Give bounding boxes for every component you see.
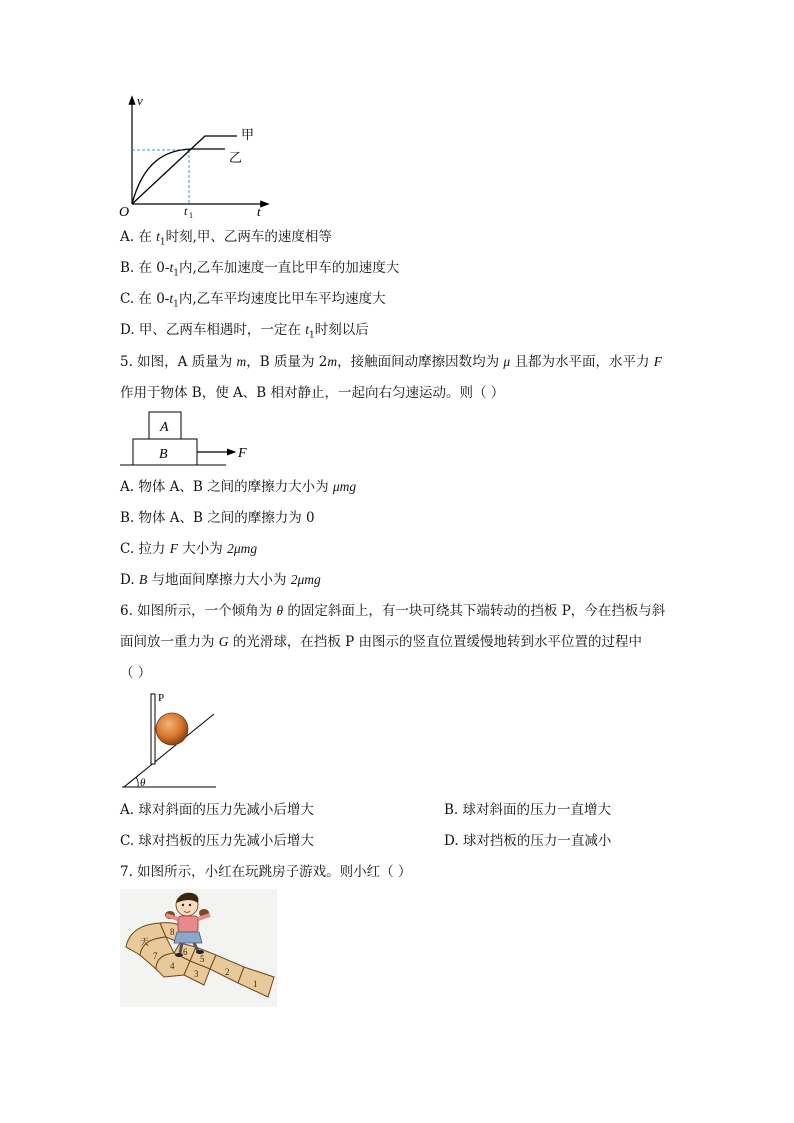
q6-stem-line3: （ ） — [120, 665, 152, 681]
yi-label: 乙 — [229, 150, 243, 165]
square-label-7: 7 — [153, 951, 158, 961]
block-b-label: B — [159, 447, 168, 462]
v-label: v — [137, 93, 143, 108]
block-a-label: A — [160, 420, 169, 435]
t1-sub: 1 — [189, 211, 193, 220]
q5-option-c: C. 拉力 F 大小为 2μmg — [120, 541, 258, 557]
t1-label: t — [184, 204, 188, 218]
q5-option-a: A. 物体 A、B 之间的摩擦力大小为 μmg — [120, 479, 357, 495]
square-label-6: 6 — [183, 947, 188, 957]
q6-option-b: B. 球对斜面的压力一直增大 — [444, 802, 612, 818]
square-label-5: 5 — [200, 954, 205, 964]
q5-option-b: B. 物体 A、B 之间的摩擦力为 0 — [120, 510, 315, 526]
q5-stem-line1: 5. 如图，A 质量为 m，B 质量为 2m，接触面间动摩擦因数均为 μ 且都为水平面，水平力 F — [120, 354, 663, 370]
blocks-figure — [118, 408, 258, 468]
incline-figure — [118, 688, 228, 792]
theta-label: θ — [140, 777, 146, 789]
q4-option-a: A. 在 $t_1$时刻,甲、乙两车的速度相等 — [120, 229, 332, 248]
square-label-tian: 天 — [140, 937, 150, 947]
t-label: t — [257, 204, 261, 219]
square-label-8: 8 — [170, 927, 175, 937]
q6-option-a: A. 球对斜面的压力先减小后增大 — [120, 802, 314, 818]
square-label-3: 3 — [194, 969, 199, 979]
q7-stem: 7. 如图所示，小红在玩跳房子游戏。则小红（ ） — [120, 864, 412, 880]
square-label-2: 2 — [225, 967, 230, 977]
yi-curve — [132, 149, 225, 204]
q6-option-c: C. 球对挡板的压力先减小后增大 — [120, 833, 314, 849]
q6-stem-line2: 面间放一重力为 G 的光滑球，在挡板 P 由图示的竖直位置缓慢地转到水平位置的过程中 — [120, 634, 643, 650]
origin-label: O — [119, 205, 130, 220]
ball — [156, 713, 188, 745]
q5-option-d: D. B 与地面间摩擦力大小为 2μmg — [120, 572, 321, 588]
q6-option-d: D. 球对挡板的压力一直减小 — [444, 833, 612, 849]
force-label: F — [238, 446, 247, 461]
square-label-1: 1 — [253, 979, 258, 989]
baffle-label: P — [158, 692, 165, 704]
vt-graph — [115, 92, 275, 222]
q6-stem-line1: 6. 如图所示，一个倾角为 θ 的固定斜面上，有一块可绕其下端转动的挡板 P，今在挡板与斜 — [120, 603, 666, 619]
baffle-p — [151, 694, 155, 764]
q4-option-c: C. 在 $0-t_1$内,乙车平均速度比甲车平均速度大 — [120, 291, 386, 310]
hopscotch-illustration — [120, 889, 277, 1007]
q4-option-b: B. 在 $0-t_1$内,乙车加速度一直比甲车的加速度大 — [120, 260, 400, 279]
q4-option-d: D. 甲、乙两车相遇时，一定在 $t_1$时刻以后 — [120, 322, 369, 341]
jia-label: 甲 — [241, 127, 255, 142]
q5-stem-line2: 作用于物体 B，使 A、B 相对静止，一起向右匀速运动。则（ ） — [120, 385, 505, 401]
theta-arc — [136, 777, 138, 787]
square-label-4: 4 — [170, 961, 175, 971]
